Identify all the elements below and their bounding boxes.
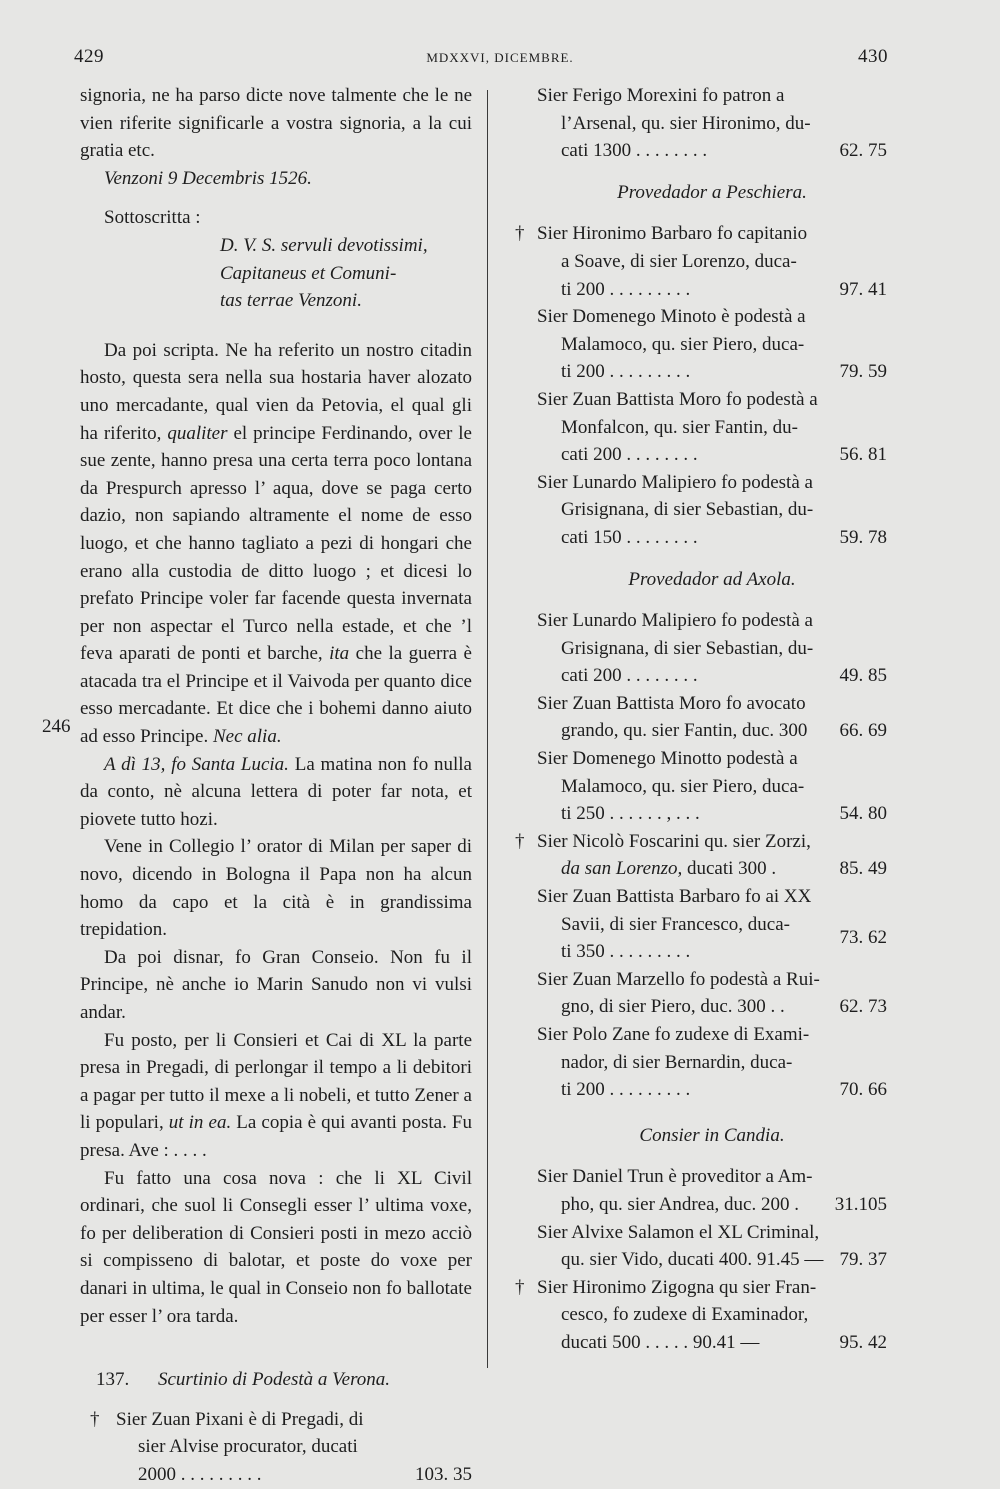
entry-line: 2000 . . . . . . . . . — [138, 1463, 262, 1485]
column-divider — [487, 90, 488, 1368]
section-title: Scurtinio di Podestà a Verona. — [158, 1369, 391, 1391]
entry-line: Monfalcon, qu. sier Fantin, du- — [561, 416, 798, 438]
paragraph: signoria, ne ha parso dicte nove talmente che le ne vien riferite significarle a vostra signoria, a la cui gratia etc. — [80, 85, 472, 162]
entry-line: Sier Daniel Trun è proveditor a Am- — [537, 1166, 813, 1188]
vote-count: 56. 81 — [839, 444, 887, 466]
entry-line — [537, 855, 887, 883]
text: Fu posto, per li Consieri et Cai di XL la parte presa in Pregadi, di perlongar il tempo a li debitori a pagar per tutto il mexe a li nobeli, et tutto Zener a li populari, — [80, 1029, 472, 1134]
text: La matina non fo nulla da conto, nè alcuna lettera di poter far nota, et piovete tutto hozi. — [80, 753, 472, 830]
entry-line: ti 200 . . . . . . . . . — [561, 361, 691, 383]
page-number-right: 430 — [858, 46, 888, 67]
dagger-icon: † — [515, 223, 525, 245]
entry-line: ti 350 . . . . . . . . . — [561, 941, 691, 963]
entry-line: cesco, fo zudexe di Examinador, — [561, 1304, 809, 1326]
text-italic: ut in ea. — [168, 1112, 232, 1134]
entry-line: Sier Hironimo Zigogna qu sier Fran- — [537, 1276, 817, 1298]
left-column — [80, 82, 472, 1489]
ballot-entry — [537, 1021, 887, 1104]
entry-line: a Soave, di sier Lorenzo, duca- — [561, 250, 797, 272]
section-title: Provedador a Peschiera. — [617, 181, 807, 203]
paragraph — [80, 1027, 472, 1165]
vote-count: 62. 73 — [839, 996, 887, 1018]
vote-count: 85. 49 — [839, 858, 887, 880]
ballot-entry — [537, 469, 887, 552]
entry-line: qu. sier Vido, ducati 400. 91.45 — — [561, 1249, 824, 1271]
paragraph: Da poi disnar, fo Gran Conseio. Non fu il Principe, nè anche io Marin Sanudo non vi vulsi andar. — [80, 946, 472, 1023]
text-italic: da san Lorenzo, — [561, 858, 683, 880]
text: La copia è qui avanti posta. Fu presa. Ave : . . . . — [80, 1112, 472, 1161]
running-title: MDXXVI, DICEMBRE. — [426, 50, 574, 65]
paragraph — [80, 337, 472, 751]
ballot-entry — [537, 690, 887, 745]
entry-line: grando, qu. sier Fantin, duc. 300 — [561, 720, 808, 742]
text-italic: Nec alia. — [212, 726, 282, 748]
ballot-entry — [515, 1274, 887, 1357]
ballot-entry — [537, 966, 887, 1021]
entry-line: Sier Zuan Battista Barbaro fo ai XX — [537, 886, 812, 908]
entry-line: Sier Nicolò Foscarini qu. sier Zorzi, — [537, 830, 811, 852]
text: el principe Ferdinando, over le sue zente, hanno presa una certa terra poco lontana da Prespurch apresso l’ aqua, dove se paga certo dazio, non sapiando altramente el nome de esso luogo, et che hanno tagliato a pezi di hongari che erano alla custodia de ditto luogo ; et dicesi lo prefato Principe voler far facende questa invernata per non aspectar el Turco nella estade, et che ’l feva aparati de ponti et barche, — [80, 422, 472, 665]
paragraph — [80, 751, 472, 834]
vote-count: 79. 37 — [839, 1249, 887, 1271]
entry-line: Sier Zuan Marzello fo podestà a Rui- — [537, 968, 820, 990]
entry-line: Sier Lunardo Malipiero fo podestà a — [537, 471, 813, 493]
vote-count: 79. 59 — [839, 361, 887, 383]
signature-line: tas terrae Venzoni. — [220, 290, 362, 312]
entry-line: Sier Lunardo Malipiero fo podestà a — [537, 610, 813, 632]
entry-line: cati 150 . . . . . . . . — [561, 526, 698, 548]
vote-count: 95. 42 — [839, 1331, 887, 1353]
ballot-entry — [537, 607, 887, 690]
vote-count: 97. 41 — [839, 278, 887, 300]
entry-line: Grisignana, di sier Sebastian, du- — [561, 499, 814, 521]
vote-count: 70. 66 — [839, 1079, 887, 1101]
right-column — [515, 82, 887, 1357]
entry-line: Malamoco, qu. sier Piero, duca- — [561, 775, 805, 797]
entry-line: Sier Domenego Minoto è podestà a — [537, 306, 806, 328]
text-italic: A dì 13, fo Santa Lucia. — [104, 753, 289, 775]
ballot-entry — [515, 828, 887, 883]
entry-line: Sier Zuan Battista Moro fo avocato — [537, 692, 806, 714]
entry-line: l’Arsenal, qu. sier Hironimo, du- — [561, 112, 811, 134]
entry-line: Sier Polo Zane fo zudexe di Exami- — [537, 1024, 810, 1045]
ballot-entry — [537, 745, 887, 828]
paragraph: Vene in Collegio l’ orator di Milan per saper di novo, dicendo in Bologna il Papa non ha alcun homo da capo et la cità è in grandissima trepidation. — [80, 836, 472, 941]
vote-count: 66. 69 — [839, 720, 887, 742]
vote-count: 49. 85 — [839, 665, 887, 687]
entry-line: cati 200 . . . . . . . . — [561, 665, 698, 687]
section-number: 137. — [96, 1369, 130, 1391]
ballot-entry — [537, 1163, 887, 1218]
ballot-entry — [515, 220, 887, 303]
ballot-entry — [537, 883, 887, 966]
entry-line: cati 1300 . . . . . . . . — [561, 140, 708, 162]
entry-line: cati 200 . . . . . . . . — [561, 444, 698, 466]
vote-count: 62. 75 — [839, 140, 887, 162]
section-heading — [80, 1366, 472, 1394]
page-number-left: 429 — [74, 46, 104, 67]
entry-line: gno, di sier Piero, duc. 300 . . — [561, 996, 785, 1018]
vote-count: 73. 62 — [839, 927, 887, 949]
ballot-entry — [537, 303, 887, 386]
dagger-icon: † — [515, 830, 525, 852]
signature-line: D. V. S. servuli devotissimi, — [220, 234, 428, 256]
margin-number: 246 — [42, 716, 71, 737]
text: ducati 300 . — [682, 858, 777, 880]
entry-line: nador, di sier Bernardin, duca- — [561, 1051, 793, 1073]
text-italic: ita — [329, 643, 350, 665]
text: Da poi scripta. Ne ha referito un nostro citadin hosto, questa sera nella sua hostaria haver alozato uno mercadante, qual vien da Petovia, el qual gli ha riferito, — [80, 339, 472, 444]
ballot-entry — [90, 1406, 472, 1489]
text: che la guerra è atacada tra el Principe et il Vaivoda per quanto dice esso mercadante. Et dice che i bohemi danno aiuto ad esso Principe. — [80, 643, 472, 748]
ballot-entry — [537, 1219, 887, 1274]
entry-line: ti 200 . . . . . . . . . — [561, 1079, 691, 1101]
dagger-icon: † — [515, 1276, 525, 1298]
signature-line: Capitaneus et Comuni- — [220, 262, 397, 284]
entry-line: ti 200 . . . . . . . . . — [561, 278, 691, 300]
letter-date: Venzoni 9 Decembris 1526. — [104, 167, 312, 189]
entry-line: Sier Zuan Battista Moro fo podestà a — [537, 388, 818, 410]
vote-count: 103. 35 — [415, 1463, 472, 1485]
entry-line: ti 250 . . . . . . , . . . — [561, 803, 700, 825]
entry-line: Sier Hironimo Barbaro fo capitanio — [537, 223, 808, 245]
entry-line: Sier Zuan Pixani è di Pregadi, di — [116, 1408, 364, 1430]
ballot-entry — [537, 386, 887, 469]
vote-count: 31.105 — [834, 1193, 887, 1215]
entry-line: sier Alvise procurator, ducati — [138, 1436, 358, 1458]
entry-line: Savii, di sier Francesco, duca- — [561, 913, 790, 935]
section-title: Provedador ad Axola. — [628, 568, 796, 590]
entry-line: Sier Ferigo Morexini fo patron a — [537, 85, 785, 106]
entry-line: ducati 500 . . . . . 90.41 — — [561, 1331, 760, 1353]
section-title: Consier in Candia. — [639, 1124, 785, 1146]
entry-line: Grisignana, di sier Sebastian, du- — [561, 637, 814, 659]
paragraph: Fu fatto una cosa nova : che li XL Civil ordinari, che suol li Consegli esser l’ ultima voxe, fo per deliberation di Consieri posti in mezo acciò si compisseno di balotar, et poste do voxe per danari in ultima, le qual in Conseio non fo ballotate per esser l’ ora tarda. — [80, 1167, 472, 1327]
entry-line: Sier Alvixe Salamon el XL Criminal, — [537, 1221, 820, 1243]
dagger-icon: † — [90, 1408, 100, 1430]
entry-line: Sier Domenego Minotto podestà a — [537, 748, 798, 770]
entry-line: pho, qu. sier Andrea, duc. 200 . — [561, 1193, 799, 1215]
text-italic: qualiter — [167, 422, 228, 444]
ballot-entry — [537, 82, 887, 165]
subscription-label: Sottoscritta : — [104, 207, 201, 229]
vote-count: 59. 78 — [839, 526, 887, 548]
vote-count: 54. 80 — [839, 803, 887, 825]
entry-line: Malamoco, qu. sier Piero, duca- — [561, 333, 805, 355]
